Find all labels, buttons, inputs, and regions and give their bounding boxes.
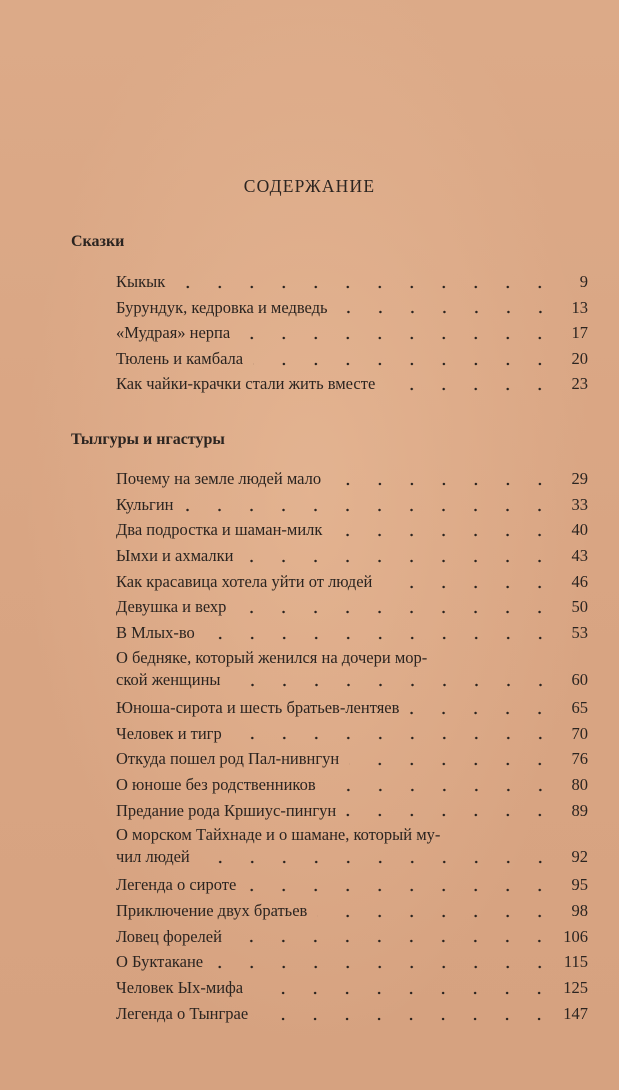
entry-title: Юноша-сирота и шесть братьев-лентяев	[116, 697, 400, 717]
toc-entry	[116, 1001, 588, 1027]
entry-title: Бурундук, кедровка и медведь	[116, 297, 328, 317]
entry-title: Тюлень и камбала	[116, 348, 244, 368]
dot-leader	[205, 635, 556, 641]
entry-page-number: 23	[571, 374, 588, 394]
dot-leader	[382, 584, 556, 590]
entry-page-number: 46	[571, 571, 588, 591]
entry-page-number: 80	[571, 774, 588, 794]
entry-title-continuation: ской женщины	[116, 669, 221, 689]
toc-entry	[116, 825, 588, 872]
entry-title: В Млых-во	[116, 623, 195, 643]
toc-entry	[116, 648, 588, 695]
dot-leader	[183, 507, 556, 513]
entry-title: Ымхи и ахмалки	[116, 546, 234, 566]
toc-entry	[116, 949, 588, 975]
toc-entry	[116, 371, 588, 397]
dot-leader	[200, 859, 556, 865]
dot-leader	[253, 361, 556, 367]
entry-title: Как чайки-крачки стали жить вместе	[116, 374, 376, 394]
entry-page-number: 147	[563, 1003, 588, 1023]
entry-page-number: 33	[571, 494, 588, 514]
entry-title: Предание рода Кршиус-пингун	[116, 800, 337, 820]
dot-leader	[346, 812, 556, 818]
entry-title: Кульгин	[116, 494, 174, 514]
entry-title: Ловец форелей	[116, 926, 222, 946]
toc-entry	[116, 872, 588, 898]
dot-leader	[175, 284, 556, 290]
entry-page-number: 53	[571, 623, 588, 643]
entry-page-number: 13	[571, 297, 588, 317]
toc-entry	[116, 517, 588, 543]
entry-page-number: 125	[563, 978, 588, 997]
entry-title: Как красавица хотела уйти от людей	[116, 571, 373, 591]
entry-title: О морском Тайхнаде и о шамане, который му-	[116, 825, 441, 845]
toc-entry	[116, 269, 588, 295]
toc-entry	[116, 569, 588, 595]
entry-page-number: 65	[571, 697, 588, 717]
entry-page-number: 92	[571, 847, 588, 867]
dot-leader	[385, 386, 556, 392]
entry-title: Человек и тигр	[116, 723, 222, 743]
entry-title: Кыкык	[116, 272, 166, 291]
entry-page-number: 40	[571, 520, 588, 540]
dot-leader	[236, 609, 556, 615]
entry-page-number: 98	[571, 900, 588, 920]
dot-leader	[338, 309, 556, 315]
entry-page-number: 43	[571, 546, 588, 566]
toc-entry	[116, 746, 588, 772]
entry-page-number: 20	[571, 348, 588, 368]
dot-leader	[258, 1016, 555, 1022]
entry-page-number: 89	[571, 800, 588, 820]
dot-leader	[213, 964, 556, 970]
section-heading: Сказки	[71, 233, 125, 250]
dot-leader	[232, 735, 556, 741]
toc-entry	[116, 492, 588, 518]
toc-entry	[116, 620, 588, 646]
dot-leader	[332, 532, 556, 538]
entry-page-number: 50	[571, 597, 588, 617]
entry-title: Откуда пошел род Пал-нивнгун	[116, 749, 340, 769]
entry-page-number: 29	[571, 469, 588, 488]
dot-leader	[246, 887, 556, 893]
entry-title: О бедняке, который женился на дочери мор-	[116, 647, 428, 667]
toc-entry	[116, 798, 588, 824]
entry-title: Легенда о сироте	[116, 875, 237, 895]
entry-page-number: 17	[571, 323, 588, 343]
entry-page-number: 9	[579, 272, 588, 291]
toc-entry	[116, 295, 588, 321]
toc-list	[116, 269, 588, 397]
page-title: СОДЕРЖАНИЕ	[243, 176, 376, 196]
entry-page-number: 70	[571, 723, 588, 743]
entry-title: Человек Ых-мифа	[116, 978, 244, 997]
dot-leader	[331, 481, 556, 487]
entry-page-number: 60	[571, 669, 588, 689]
dot-leader	[253, 990, 555, 996]
entry-title: О юноше без родственников	[116, 774, 316, 794]
dot-leader	[243, 558, 556, 564]
dot-leader	[231, 682, 557, 688]
entry-title: Легенда о Тынграе	[116, 1003, 249, 1023]
toc-entry	[116, 721, 588, 747]
entry-page-number: 106	[563, 926, 588, 946]
toc-entry	[116, 772, 588, 798]
entry-page-number: 115	[563, 952, 588, 972]
entry-title: Два подростка и шаман-милк	[116, 520, 323, 540]
toc-entry	[116, 594, 588, 620]
toc-entry	[116, 898, 588, 924]
toc-entry	[116, 975, 588, 1001]
toc-list	[116, 466, 588, 1026]
entry-title: Приключение двух братьев	[116, 900, 308, 920]
toc-entry	[116, 695, 588, 721]
dot-leader	[326, 787, 556, 793]
dot-leader	[349, 761, 556, 767]
dot-leader	[317, 913, 556, 919]
toc-entry	[116, 924, 588, 950]
entry-page-number: 76	[571, 749, 588, 769]
section-heading: Тылгуры и нгастуры	[71, 431, 225, 448]
entry-title: О Буктакане	[116, 952, 204, 972]
entry-title: Девушка и вехр	[116, 597, 227, 617]
entry-title: «Мудрая» нерпа	[116, 323, 231, 343]
entry-page-number: 95	[571, 875, 588, 895]
dot-leader	[232, 938, 555, 944]
entry-title-continuation: чил людей	[116, 847, 190, 867]
toc-entry	[116, 466, 588, 492]
toc-entry	[116, 346, 588, 372]
entry-title: Почему на земле людей мало	[116, 469, 322, 488]
toc-entry	[116, 320, 588, 346]
dot-leader	[409, 710, 556, 716]
toc-entry	[116, 543, 588, 569]
dot-leader	[240, 335, 556, 341]
